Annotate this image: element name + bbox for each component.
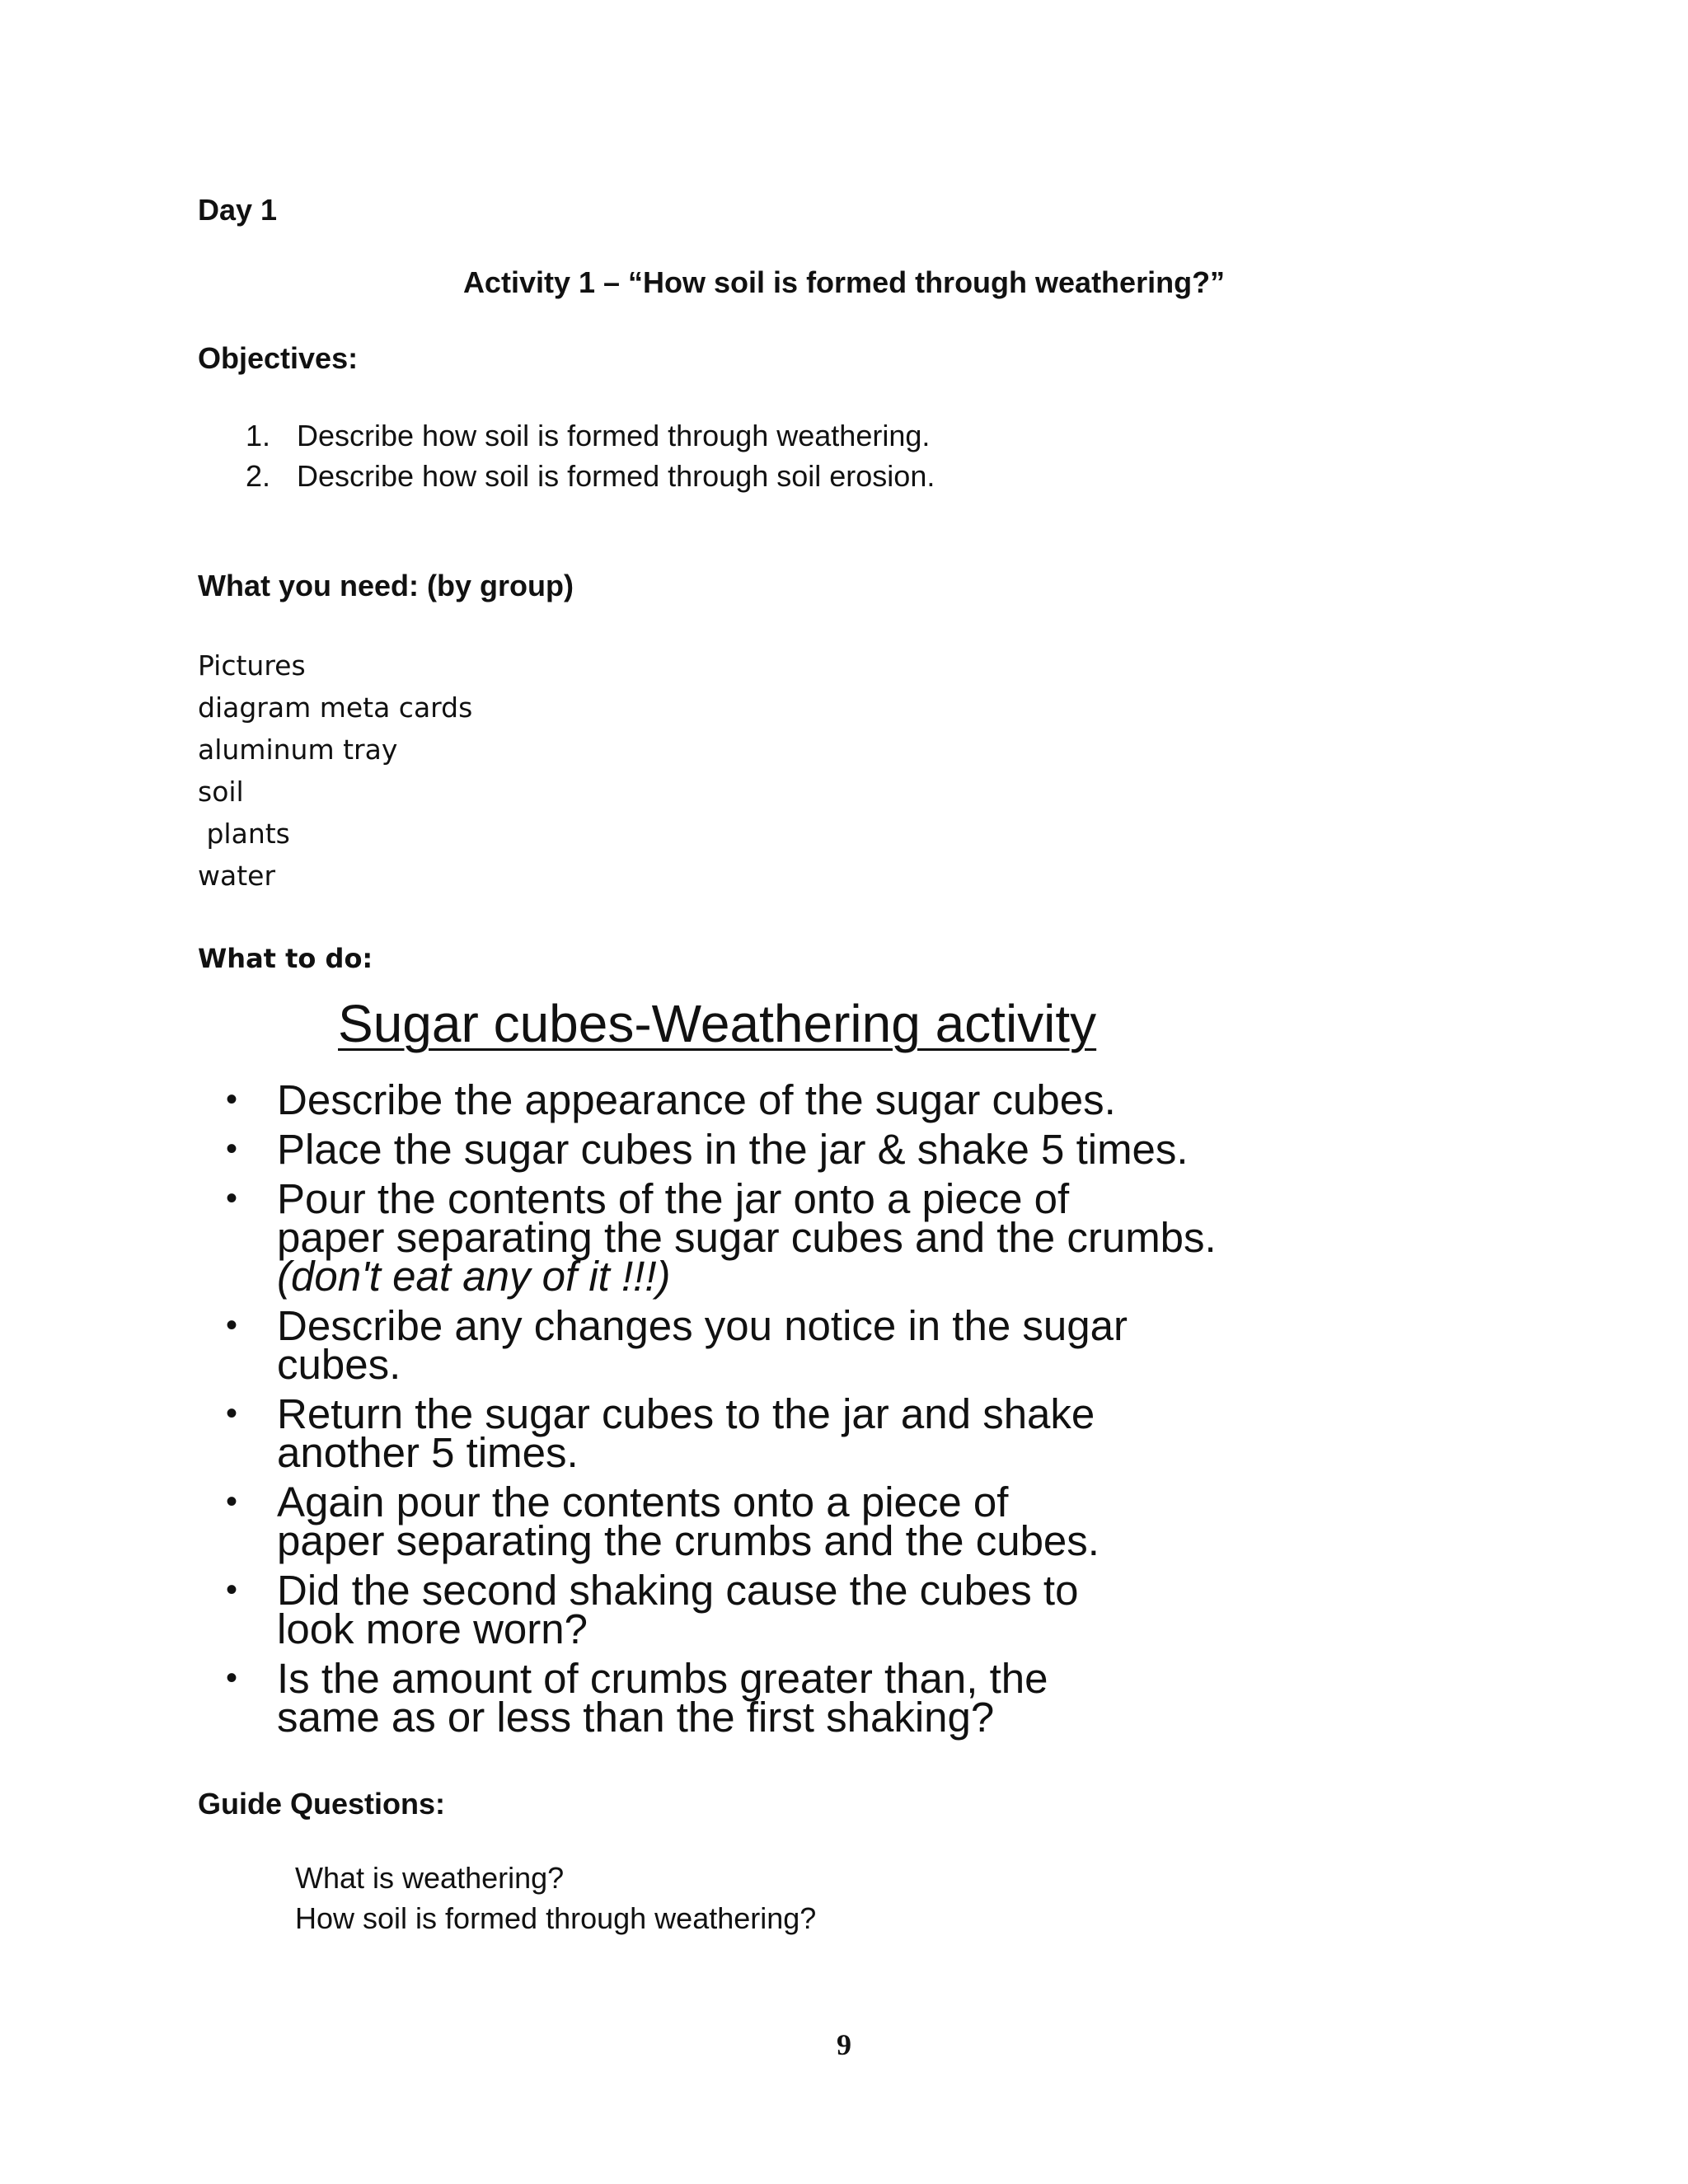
page-number: 9 [837,2028,851,2061]
bullet-icon: • [226,1660,238,1696]
materials-list [198,644,472,897]
bullet-icon: • [226,1081,238,1118]
objective-number: 2. [246,459,271,493]
slide-item-text: Is the amount of crumbs greater than, the [277,1655,1048,1702]
activity-title: Activity 1 – “How soil is formed through weathering?” [462,265,1226,299]
slide-item-text: Pour the contents of the jar onto a piece of [277,1175,1070,1222]
slide-list-item [198,1655,1217,1741]
objective-item [246,456,935,496]
slide-list-item [198,1479,1217,1564]
material-item: plants [198,818,290,850]
day-label: Day 1 [198,193,278,227]
slide-item-text: paper separating the crumbs and the cubes. [277,1517,1100,1564]
slide-item-text: Again pour the contents onto a piece of [277,1479,1009,1526]
objective-number: 1. [246,419,271,452]
objective-text: Describe how soil is formed through soil erosion. [297,459,935,493]
slide-item-text: Place the sugar cubes in the jar & shake 5 times. [277,1126,1189,1173]
bullet-icon: • [226,1131,238,1167]
slide-list-item [198,1567,1217,1652]
objectives-heading: Objectives: [198,341,359,375]
objective-item [246,415,935,456]
slide-bullet-list [198,1076,1217,1747]
slide-list-item [198,1302,1217,1388]
guide-question: What is weathering? [295,1861,565,1895]
guide-questions-list [295,1858,816,1938]
bullet-icon: • [226,1307,238,1343]
slide-list-item [198,1126,1217,1173]
bullet-icon: • [226,1395,238,1432]
guide-question: How soil is formed through weathering? [295,1901,817,1935]
embedded-slide-image [198,993,1286,1741]
material-item: diagram meta cards [198,691,473,724]
slide-item-note: (don't eat any of it !!!) [277,1253,671,1300]
slide-item-text: cubes. [277,1341,401,1388]
material-item: water [198,860,276,892]
what-you-need-heading: What you need: (by group) [198,569,574,602]
bullet-icon: • [226,1572,238,1608]
material-item: aluminum tray [198,733,398,766]
what-to-do-heading: What to do: [198,943,373,974]
slide-item-text: look more worn? [277,1605,588,1652]
bullet-icon: • [226,1180,238,1216]
material-item: soil [198,776,244,808]
slide-item-text: Describe any changes you notice in the sugar [277,1302,1128,1349]
slide-item-text: Return the sugar cubes to the jar and shake [277,1390,1095,1437]
slide-item-text: paper separating the sugar cubes and the crumbs. [277,1214,1217,1261]
slide-list-item [198,1175,1217,1300]
slide-item-text: Did the second shaking cause the cubes to [277,1567,1079,1614]
slide-item-text: Describe the appearance of the sugar cubes. [277,1076,1116,1123]
objective-text: Describe how soil is formed through weathering. [297,419,931,452]
bullet-icon: • [226,1483,238,1520]
slide-list-item [198,1390,1217,1476]
objectives-list [246,415,935,496]
slide-item-text: another 5 times. [277,1429,579,1476]
slide-item-text: same as or less than the first shaking? [277,1694,995,1741]
guide-questions-heading: Guide Questions: [198,1787,446,1821]
material-item: Pictures [198,649,306,682]
slide-title: Sugar cubes-Weathering activity [338,994,1097,1053]
slide-list-item [198,1076,1217,1123]
